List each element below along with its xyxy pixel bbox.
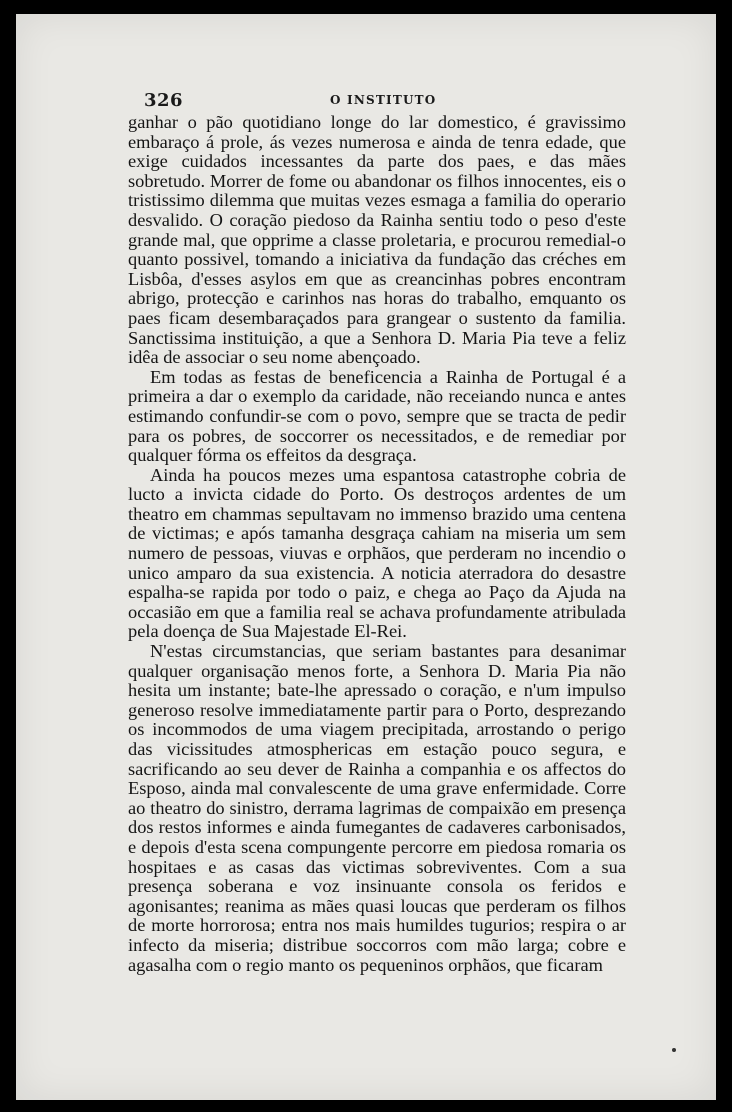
paragraph: Em todas as festas de beneficencia a Rainha de Portugal é a primeira a dar o exemplo da caridade, não receiando nunca e antes estimando confundir-se com o povo, sempre que se tracta de pedir para os pobres, de soccorrer os necessitados, e de remediar por qualquer fórma os effeitos da desgraça. [128, 366, 626, 466]
running-head: O INSTITUTO [330, 93, 437, 107]
page-number: 326 [144, 90, 184, 111]
paragraph: N'estas circumstancias, que seriam bastantes para desanimar qualquer organisação menos forte, a Senhora D. Maria Pia não hesita um instante; bate-lhe apressado o coração, e n'um impulso generoso resolve immediatamente partir para o Porto, desprezando os incommodos de uma viagem precipitada, arrostando o perigo das vicissitudes atmosphericas em estação pouco segura, e sacrificando ao seu dever de Rainha a companhia e os affectos do Esposo, ainda mal convalescente de uma grave enfermidade. Corre ao theatro do sinistro, derrama lagrimas de compaixão em presença dos restos informes e ainda fumegantes de cadaveres carbonisados, e depois d'esta scena compungente percorre em piedosa romaria os hospitaes e as casas das victimas sobreviventes. Com a sua presença soberana e voz insinuante consola os feridos e agonisantes; reanima as mães quasi loucas que perderam os filhos de morte horrorosa; entra nos mais humildes tugurios; respira o ar infecto da miseria; distribue soccorros com mão larga; cobre e agasalha com o regio manto os pequeninos orphãos, que ficaram [128, 641, 626, 975]
paragraph: ganhar o pão quotidiano longe do lar domestico, é gravissimo embaraço á prole, ás vezes numerosa e ainda de tenra edade, que exige cuidados incessantes da parte dos paes, e das mães sobretudo. Morrer de fome ou abandonar os filhos innocentes, eis o tristissimo dilemma que muitas vezes esmaga a familia do operario desvalido. O coração piedoso da Rainha sentiu todo o peso d'este grande mal, que opprime a classe proletaria, e procurou remedial-o quanto possivel, tomando a iniciativa da fundação das créches em Lisbôa, d'esses asylos em que as creancinhas pobres encontram abrigo, protecção e carinhos nas horas do trabalho, emquanto os paes ficam desembaraçados para grangear o sustento da familia. Sanctissima instituição, a que a Senhora D. Maria Pia teve a feliz idêa de associar o seu nome abençoado. [128, 112, 626, 368]
ink-speck [672, 1048, 676, 1052]
paragraph: Ainda ha poucos mezes uma espantosa catastrophe cobria de lucto a invicta cidade do Porto. Os destroços ardentes de um theatro em chammas sepultavam no immenso brazido uma centena de victimas; e após tamanha desgraça cahiam na miseria um sem numero de pessoas, viuvas e orphãos, que perderam no incendio o unico amparo da sua existencia. A noticia aterradora do desastre espalha-se rapida por todo o paiz, e chega ao Paço da Ajuda na occasião em que a familia real se achava profundamente atribulada pela doença de Sua Majestade El-Rei. [128, 464, 626, 642]
body-text [128, 113, 626, 975]
